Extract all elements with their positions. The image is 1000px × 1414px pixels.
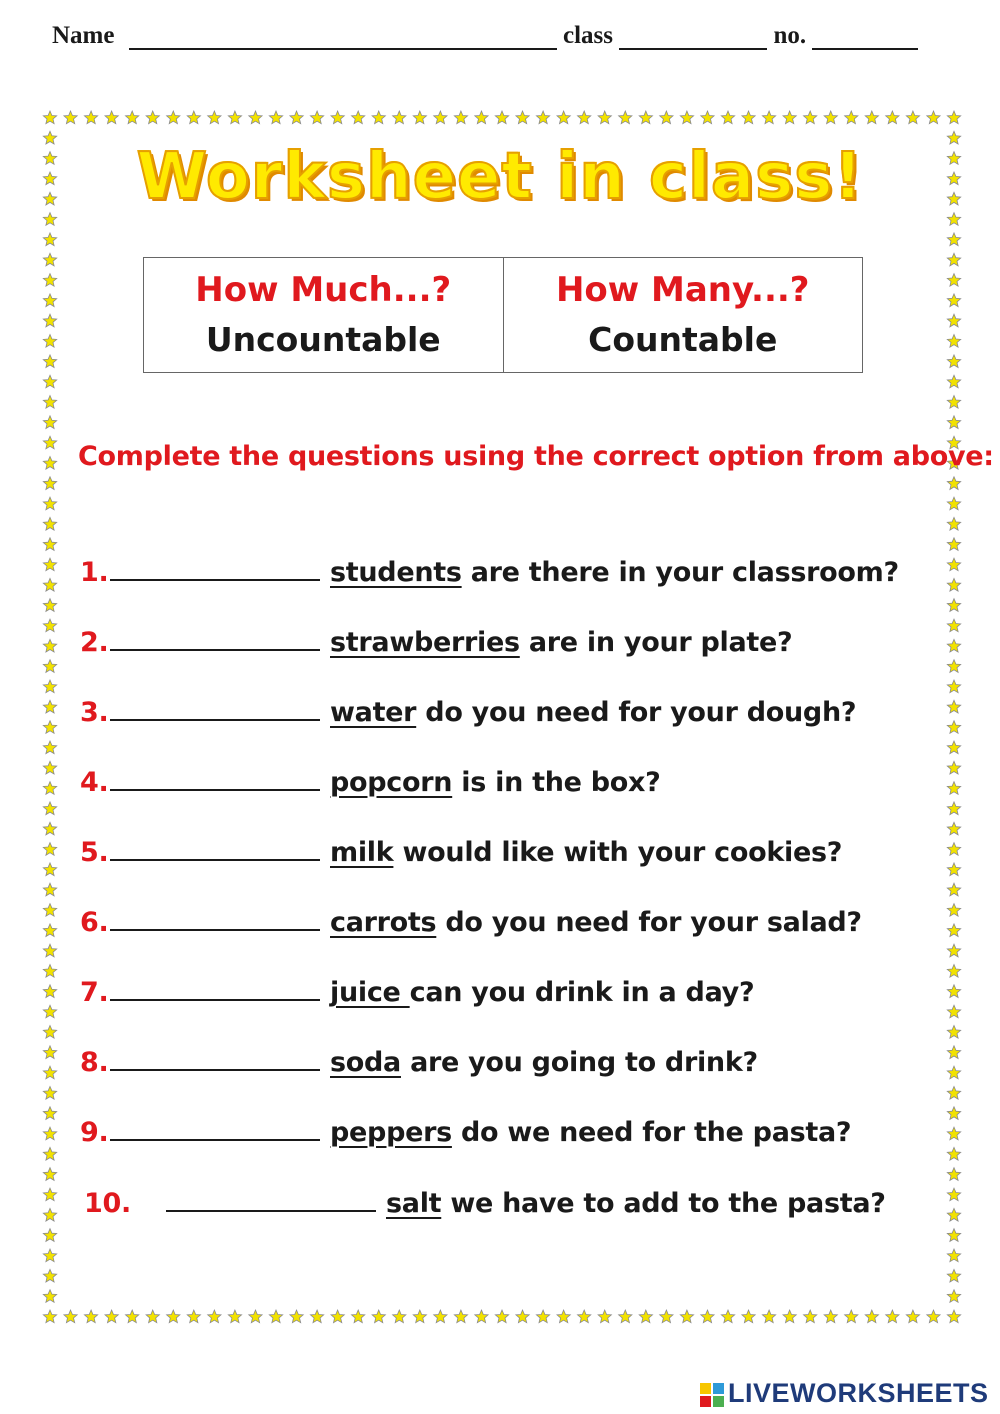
border-star (454, 1310, 467, 1323)
question-keyword: popcorn (330, 767, 453, 798)
border-star (660, 1310, 673, 1323)
border-star (331, 1310, 344, 1323)
question-keyword: students (330, 557, 462, 588)
question-text: are there in your classroom? (461, 557, 899, 588)
border-star (43, 741, 56, 754)
border-star (43, 314, 56, 327)
border-star (43, 1229, 56, 1242)
border-star (393, 111, 406, 124)
border-star (742, 1310, 755, 1323)
border-star (64, 1310, 77, 1323)
border-star (290, 1310, 303, 1323)
border-star (43, 1249, 56, 1262)
question-row (80, 627, 792, 667)
border-star (660, 111, 673, 124)
question-text: are in your plate? (519, 627, 793, 658)
question-row (80, 907, 862, 947)
border-star (43, 1188, 56, 1201)
border-star (43, 335, 56, 348)
border-star (331, 111, 344, 124)
border-star (475, 1310, 488, 1323)
question-keyword: milk (330, 837, 394, 868)
how-much-cell (144, 258, 503, 372)
question-keyword: carrots (330, 907, 437, 938)
border-star (43, 375, 56, 388)
border-star (413, 1310, 426, 1323)
border-star (187, 111, 200, 124)
border-star (105, 111, 118, 124)
question-keyword: peppers (330, 1117, 452, 1148)
border-star (947, 619, 960, 632)
question-number: 7. (80, 977, 109, 1008)
border-star (947, 863, 960, 876)
border-star (947, 1127, 960, 1140)
border-star (43, 111, 56, 124)
question-number: 4. (80, 767, 109, 798)
border-star (947, 904, 960, 917)
border-star (352, 1310, 365, 1323)
border-star (947, 314, 960, 327)
border-star (947, 335, 960, 348)
border-star (372, 1310, 385, 1323)
border-star (947, 111, 960, 124)
no-label: no. (773, 22, 807, 49)
border-star (886, 1310, 899, 1323)
border-star (762, 1310, 775, 1323)
answer-blank[interactable] (166, 1190, 376, 1212)
border-star (947, 1208, 960, 1221)
question-number: 6. (80, 907, 109, 938)
question-number: 9. (80, 1117, 109, 1148)
border-star (43, 578, 56, 591)
border-star (947, 985, 960, 998)
border-star (43, 233, 56, 246)
answer-blank[interactable] (110, 839, 320, 861)
border-star (947, 233, 960, 246)
border-star (947, 822, 960, 835)
question-text: are you going to drink? (400, 1047, 758, 1078)
border-star (886, 111, 899, 124)
border-star (393, 1310, 406, 1323)
border-star (43, 680, 56, 693)
border-star (783, 1310, 796, 1323)
border-star (947, 538, 960, 551)
border-star (824, 1310, 837, 1323)
border-star (701, 111, 714, 124)
question-text: can you drink in a day? (409, 977, 755, 1008)
worksheet-title: Worksheet in class! (136, 140, 864, 214)
border-star (947, 274, 960, 287)
border-star (516, 1310, 529, 1323)
border-star (167, 111, 180, 124)
border-star (126, 111, 139, 124)
border-star (947, 741, 960, 754)
border-star (947, 965, 960, 978)
answer-blank[interactable] (110, 1049, 320, 1071)
border-star (208, 1310, 221, 1323)
border-star (43, 944, 56, 957)
border-star (927, 111, 940, 124)
border-star (804, 111, 817, 124)
name-field[interactable] (129, 26, 557, 50)
border-star (84, 1310, 97, 1323)
border-star (947, 1249, 960, 1262)
border-star (43, 1046, 56, 1059)
border-star (43, 253, 56, 266)
answer-blank[interactable] (110, 629, 320, 651)
question-row (84, 1188, 886, 1228)
question-row (80, 1117, 851, 1157)
answer-blank[interactable] (110, 699, 320, 721)
border-star (43, 883, 56, 896)
border-star (187, 1310, 200, 1323)
border-star (947, 1168, 960, 1181)
border-star (43, 985, 56, 998)
border-star (495, 111, 508, 124)
border-star (947, 375, 960, 388)
name-label: Name (52, 22, 115, 49)
border-star (249, 1310, 262, 1323)
class-field[interactable] (619, 26, 767, 50)
border-star (947, 883, 960, 896)
border-star (43, 904, 56, 917)
border-star (228, 111, 241, 124)
border-star (947, 843, 960, 856)
answer-blank[interactable] (110, 769, 320, 791)
border-star (454, 111, 467, 124)
border-star (434, 1310, 447, 1323)
border-star (783, 111, 796, 124)
border-star (43, 274, 56, 287)
border-star (947, 294, 960, 307)
border-star (352, 111, 365, 124)
border-star (742, 111, 755, 124)
border-star (947, 782, 960, 795)
border-star (947, 213, 960, 226)
border-star (947, 497, 960, 510)
border-star (947, 477, 960, 490)
question-keyword: soda (330, 1047, 401, 1078)
border-star (947, 680, 960, 693)
border-star (43, 965, 56, 978)
border-star (208, 111, 221, 124)
border-star (947, 660, 960, 673)
border-star (578, 111, 591, 124)
border-star (43, 1168, 56, 1181)
border-star (43, 1087, 56, 1100)
question-row (80, 767, 661, 807)
border-star (536, 111, 549, 124)
liveworksheets-icon (700, 1383, 724, 1407)
border-star (43, 436, 56, 449)
border-star (845, 111, 858, 124)
border-star (43, 1147, 56, 1160)
border-star (126, 1310, 139, 1323)
border-star (495, 1310, 508, 1323)
border-star (43, 782, 56, 795)
border-star (43, 1107, 56, 1120)
border-star (865, 111, 878, 124)
border-star (947, 578, 960, 591)
border-star (598, 111, 611, 124)
border-star (639, 1310, 652, 1323)
border-star (680, 1310, 693, 1323)
border-star (310, 1310, 323, 1323)
border-star (947, 1269, 960, 1282)
border-star (167, 1310, 180, 1323)
question-text: we have to add to the pasta? (441, 1188, 886, 1219)
border-star (43, 457, 56, 470)
question-row (80, 1047, 758, 1087)
border-star (947, 1005, 960, 1018)
border-star (824, 111, 837, 124)
border-star (721, 1310, 734, 1323)
border-star (947, 1147, 960, 1160)
border-star (43, 863, 56, 876)
border-star (701, 1310, 714, 1323)
border-star (947, 721, 960, 734)
number-field[interactable] (812, 26, 918, 50)
border-star (249, 111, 262, 124)
border-star (947, 761, 960, 774)
question-text: is in the box? (452, 767, 661, 798)
answer-blank[interactable] (110, 1119, 320, 1141)
countable-label: Countable (588, 320, 778, 359)
border-star (947, 1188, 960, 1201)
border-star (43, 1310, 56, 1323)
border-star (947, 355, 960, 368)
question-text: do you need for your salad? (436, 907, 862, 938)
border-star (310, 111, 323, 124)
question-keyword: salt (386, 1188, 442, 1219)
border-star (947, 944, 960, 957)
border-star (947, 700, 960, 713)
border-star (578, 1310, 591, 1323)
border-star (43, 538, 56, 551)
question-row (80, 977, 754, 1017)
border-star (947, 599, 960, 612)
border-star (516, 111, 529, 124)
border-star (475, 111, 488, 124)
border-star (43, 700, 56, 713)
border-star (947, 517, 960, 530)
question-number: 3. (80, 697, 109, 728)
border-star (43, 1127, 56, 1140)
border-star (43, 1208, 56, 1221)
border-star (947, 924, 960, 937)
border-star (43, 294, 56, 307)
border-star (290, 111, 303, 124)
question-number: 8. (80, 1047, 109, 1078)
how-many-heading: How Many...? (555, 270, 810, 310)
border-star (43, 599, 56, 612)
instruction-text: Complete the questions using the correct option from above: (78, 441, 994, 472)
how-many-cell (503, 258, 863, 372)
border-star (43, 639, 56, 652)
border-star (146, 111, 159, 124)
answer-blank[interactable] (110, 909, 320, 931)
border-star (43, 924, 56, 937)
border-star (865, 1310, 878, 1323)
question-row (80, 837, 842, 877)
border-star (43, 416, 56, 429)
border-star (947, 639, 960, 652)
border-star (43, 213, 56, 226)
question-keyword: juice (330, 977, 410, 1008)
border-star (43, 1005, 56, 1018)
border-star (619, 111, 632, 124)
border-star (43, 843, 56, 856)
border-star (43, 355, 56, 368)
border-star (947, 1229, 960, 1242)
border-star (536, 1310, 549, 1323)
border-star (845, 1310, 858, 1323)
border-star (557, 1310, 570, 1323)
border-star (43, 1026, 56, 1039)
border-star (43, 1066, 56, 1079)
border-star (947, 1310, 960, 1323)
border-star (43, 619, 56, 632)
how-much-heading: How Much...? (195, 270, 452, 310)
border-star (84, 111, 97, 124)
border-star (680, 111, 693, 124)
border-star (43, 822, 56, 835)
border-star (64, 111, 77, 124)
answer-blank[interactable] (110, 979, 320, 1001)
student-info-line (52, 22, 952, 56)
border-star (269, 1310, 282, 1323)
border-star (43, 477, 56, 490)
question-row (80, 697, 856, 737)
border-star (947, 1066, 960, 1079)
question-keyword: water (330, 697, 417, 728)
border-star (43, 396, 56, 409)
border-star (762, 111, 775, 124)
border-star (43, 497, 56, 510)
liveworksheets-logo (700, 1378, 989, 1408)
border-star (557, 111, 570, 124)
border-star (947, 416, 960, 429)
border-star (43, 1269, 56, 1282)
border-star (372, 111, 385, 124)
border-star (947, 802, 960, 815)
border-star (43, 517, 56, 530)
border-star (804, 1310, 817, 1323)
question-number: 2. (80, 627, 109, 658)
border-star (228, 1310, 241, 1323)
question-text: would like with your cookies? (393, 837, 843, 868)
border-star (906, 1310, 919, 1323)
border-star (639, 111, 652, 124)
border-star (947, 396, 960, 409)
border-star (413, 111, 426, 124)
border-star (43, 721, 56, 734)
question-text: do we need for the pasta? (451, 1117, 852, 1148)
border-star (947, 558, 960, 571)
border-star (43, 660, 56, 673)
question-keyword: strawberries (330, 627, 520, 658)
border-star (947, 1087, 960, 1100)
border-star (721, 111, 734, 124)
border-star (947, 253, 960, 266)
class-label: class (562, 22, 613, 49)
border-star (927, 1310, 940, 1323)
border-star (947, 1107, 960, 1120)
question-row (80, 557, 899, 597)
border-star (947, 1290, 960, 1303)
border-star (619, 1310, 632, 1323)
border-star (43, 802, 56, 815)
border-star (146, 1310, 159, 1323)
options-table (143, 257, 863, 373)
uncountable-label: Uncountable (205, 320, 441, 359)
question-number: 10. (84, 1188, 131, 1219)
border-star (43, 761, 56, 774)
border-star (43, 558, 56, 571)
border-star (947, 1046, 960, 1059)
border-star (906, 111, 919, 124)
border-star (434, 111, 447, 124)
question-number: 1. (80, 557, 109, 588)
border-star (947, 1026, 960, 1039)
border-star (105, 1310, 118, 1323)
border-star (598, 1310, 611, 1323)
question-number: 5. (80, 837, 109, 868)
question-text: do you need for your dough? (416, 697, 857, 728)
brand-name: LIVEWORKSHEETS (728, 1378, 989, 1408)
answer-blank[interactable] (110, 559, 320, 581)
border-star (269, 111, 282, 124)
border-star (43, 1290, 56, 1303)
